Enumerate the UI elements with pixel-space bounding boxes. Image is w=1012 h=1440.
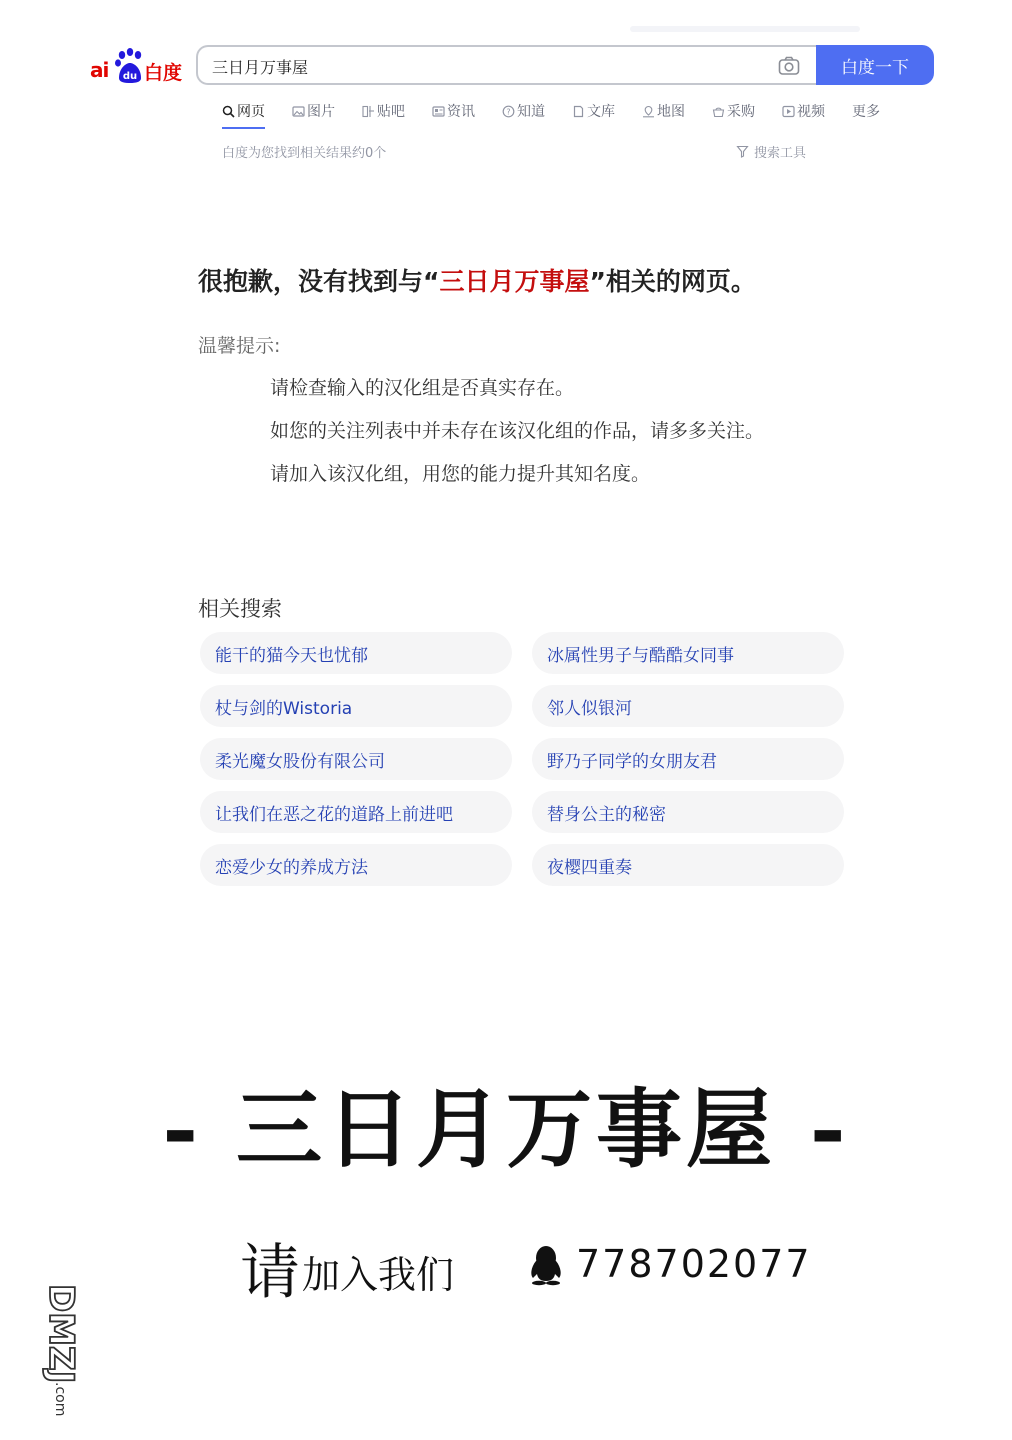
image-icon [292,105,305,118]
search-box[interactable] [196,45,816,85]
related-search-link[interactable] [532,685,844,727]
tab-label: 视频 [797,104,825,120]
join-us-big-char: 请 [240,1238,300,1308]
logo-text-baidu: 白度 [144,62,183,84]
related-search-label: 恋爱少女的养成方法 [215,857,368,878]
no-result-keyword: 三日月万事屋 [439,267,590,296]
tab-video[interactable] [782,100,825,122]
tab-label: 网页 [237,104,265,120]
tab-zhidao[interactable] [502,100,545,122]
related-search-link[interactable] [532,738,844,780]
no-result-suffix: ”相关的网页。 [589,267,756,296]
related-search-link[interactable] [200,844,512,886]
no-result-prefix: 很抱歉，没有找到与“ [198,267,440,296]
related-search-label: 野乃子同学的女朋友君 [547,751,717,772]
tieba-icon [362,105,375,118]
tab-images[interactable] [292,100,335,122]
related-search-link[interactable] [532,791,844,833]
filter-icon [736,145,749,158]
related-search-link[interactable] [200,791,512,833]
no-result-title [198,262,756,298]
tab-label: 地图 [657,104,685,120]
related-search-link[interactable] [200,632,512,674]
related-search-link[interactable] [532,844,844,886]
qq-number: 778702077 [576,1242,812,1286]
tab-wenku[interactable] [572,100,615,122]
related-search-label: 杖与剑的Wistoria [215,698,353,719]
news-icon [432,105,445,118]
search-tools-label: 搜索工具 [754,146,807,161]
tab-label: 更多 [852,104,880,120]
tab-more[interactable] [852,100,880,122]
join-us-text: 加入我们 [302,1253,455,1297]
tip-item: 如您的关注列表中并未存在该汉化组的作品，请多多关注。 [270,420,765,442]
paw-logo-icon [114,48,146,84]
svg-text:.com: .com [52,1382,68,1417]
logo-text-ai: ai [90,58,109,82]
related-search-link[interactable] [200,685,512,727]
related-search-label: 能干的猫今天也忧郁 [215,645,368,666]
tab-label: 图片 [307,104,335,120]
search-tabs [222,100,880,130]
doc-icon [572,105,585,118]
related-search-link[interactable] [532,632,844,674]
search-input[interactable] [212,55,752,77]
question-icon [502,105,515,118]
tab-label: 文库 [587,104,615,120]
tip-item: 请加入该汉化组，用您的能力提升其知名度。 [270,463,651,485]
svg-text:du: du [122,71,138,82]
svg-text:?: ? [506,107,511,116]
svg-text:DMZJ: DMZJ [41,1284,81,1384]
search-tools-button[interactable] [736,142,806,161]
tab-label: 采购 [727,104,755,120]
dmzj-watermark-logo [14,1282,81,1428]
related-search-label: 夜樱四重奏 [547,857,632,878]
search-icon [222,105,235,118]
tab-label: 知道 [517,104,545,120]
tab-web[interactable] [222,100,265,122]
tips-label: 温馨提示: [198,335,281,357]
top-decorative-bar [630,26,860,32]
tab-purchase[interactable] [712,100,755,122]
tab-news[interactable] [432,100,475,122]
related-search-label: 柔光魔女股份有限公司 [215,751,385,772]
tab-map[interactable] [642,100,685,122]
related-search-link[interactable] [200,738,512,780]
result-count: 白度为您找到相关结果约0个 [222,146,387,161]
group-banner-title: - 三日月万事屋 - [162,1079,850,1180]
related-search-label: 冰属性男子与酷酷女同事 [547,645,734,666]
tab-label: 资讯 [447,104,475,120]
tip-item: 请检查输入的汉化组是否真实存在。 [270,377,575,399]
related-search-label: 邻人似银河 [547,698,632,719]
tab-tieba[interactable] [362,100,405,122]
camera-icon[interactable] [778,56,800,76]
play-icon [782,105,795,118]
baidu-logo[interactable] [90,48,182,84]
related-search-label: 让我们在恶之花的道路上前进吧 [215,804,453,825]
related-search-label: 替身公主的秘密 [547,804,666,825]
search-button[interactable]: 白度一下 [816,45,934,85]
qq-penguin-icon [528,1245,564,1285]
related-searches-title: 相关搜索 [198,597,282,621]
tab-label: 贴吧 [377,104,405,120]
map-icon [642,105,655,118]
basket-icon [712,105,725,118]
